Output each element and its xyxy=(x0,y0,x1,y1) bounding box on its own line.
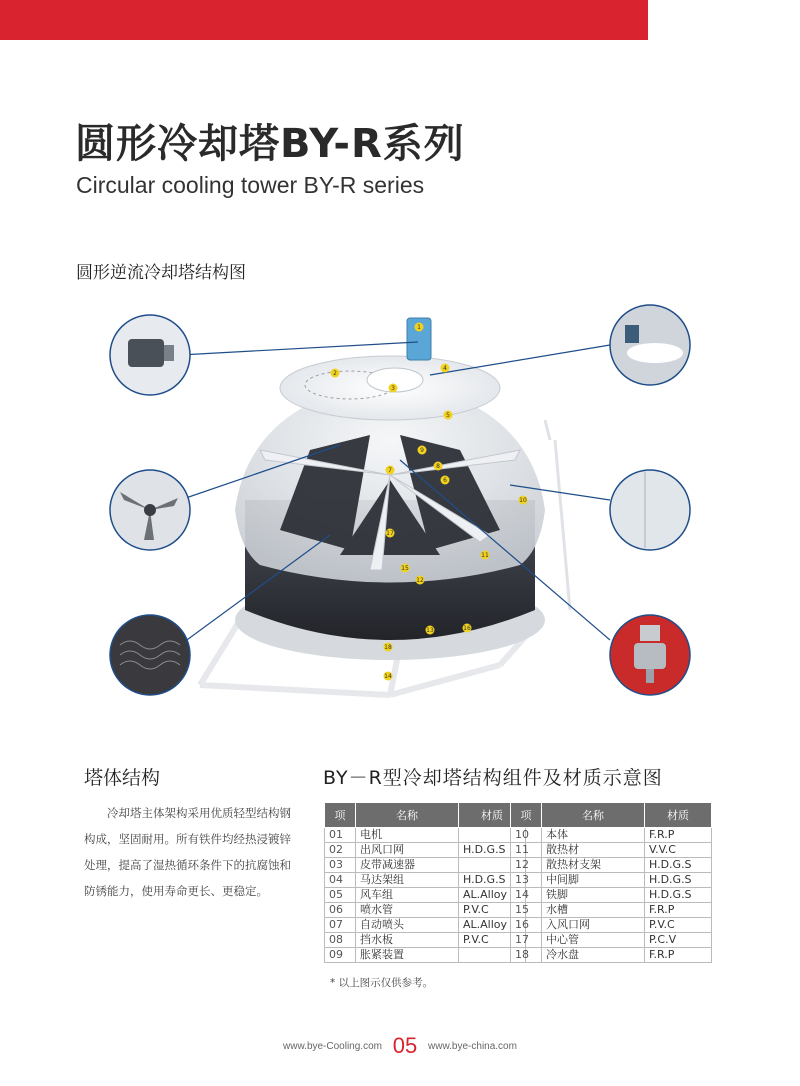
top-accent-bar xyxy=(0,0,648,40)
cell-name: 散热材 xyxy=(542,843,645,858)
cell-material: F.R.P xyxy=(645,948,712,963)
cell-no: 05 xyxy=(325,888,356,903)
cell-material: F.R.P xyxy=(645,828,712,843)
part-marker xyxy=(386,466,395,475)
table-note: * 以上图示仅供参考。 xyxy=(330,977,434,989)
cell-no: 13 xyxy=(511,873,542,888)
marker-label: 9 xyxy=(420,447,424,454)
cell-no: 08 xyxy=(325,933,356,948)
table-row xyxy=(325,948,526,963)
detail-motor xyxy=(110,315,190,395)
cell-no: 03 xyxy=(325,858,356,873)
table-row xyxy=(511,948,712,963)
cell-name: 铁脚 xyxy=(542,888,645,903)
cell-name: 马达架组 xyxy=(356,873,459,888)
marker-label: 18 xyxy=(384,644,392,651)
cell-name: 本体 xyxy=(542,828,645,843)
cell-material: H.D.G.S xyxy=(645,858,712,873)
cell-no: 02 xyxy=(325,843,356,858)
part-marker xyxy=(384,672,393,681)
cell-no: 04 xyxy=(325,873,356,888)
detail-fill xyxy=(110,615,190,695)
part-marker xyxy=(463,624,472,633)
marker-label: 1 xyxy=(417,324,421,331)
table-row xyxy=(511,858,712,873)
diagram-title: 圆形逆流冷却塔结构图 xyxy=(76,263,246,283)
col-name: 名称 xyxy=(356,803,459,828)
marker-label: 13 xyxy=(426,627,434,634)
cell-material: H.D.G.S xyxy=(645,888,712,903)
cooling-tower-diagram xyxy=(100,300,700,720)
footer-left-url[interactable]: www.bye-Cooling.com xyxy=(283,1041,382,1052)
part-marker xyxy=(416,576,425,585)
footer-right-url[interactable]: www.bye-china.com xyxy=(428,1041,517,1052)
cell-no: 06 xyxy=(325,903,356,918)
page-number: 05 xyxy=(392,1033,418,1058)
part-marker xyxy=(389,384,398,393)
cell-material: H.D.G.S xyxy=(459,873,526,888)
part-marker xyxy=(481,551,490,560)
cell-material: H.D.G.S xyxy=(645,873,712,888)
cell-name: 中心管 xyxy=(542,933,645,948)
part-marker xyxy=(331,369,340,378)
marker-label: 12 xyxy=(416,577,424,584)
cell-material: AL.Alloy xyxy=(459,918,526,933)
cell-no: 16 xyxy=(511,918,542,933)
structure-heading: 塔体结构 xyxy=(84,767,161,789)
table-row xyxy=(511,903,712,918)
cell-material: P.V.C xyxy=(645,918,712,933)
part-marker xyxy=(519,496,528,505)
cell-name: 挡水板 xyxy=(356,933,459,948)
table-row xyxy=(325,933,526,948)
marker-label: 14 xyxy=(384,673,392,680)
cell-name: 喷水管 xyxy=(356,903,459,918)
cell-no: 15 xyxy=(511,903,542,918)
marker-label: 11 xyxy=(481,552,489,559)
table-row xyxy=(511,843,712,858)
part-marker xyxy=(434,462,443,471)
cell-name: 自动喷头 xyxy=(356,918,459,933)
detail-deck xyxy=(610,305,690,385)
cell-material: P.V.C xyxy=(459,903,526,918)
page-subtitle: Circular cooling tower BY-R series xyxy=(76,172,425,198)
page-title: 圆形冷却塔BY-R系列 xyxy=(75,121,465,167)
table-row xyxy=(325,843,526,858)
cell-name: 电机 xyxy=(356,828,459,843)
part-marker xyxy=(386,529,395,538)
footer xyxy=(0,1033,800,1059)
table-row xyxy=(511,918,712,933)
detail-sprinkler xyxy=(610,615,690,695)
table-row xyxy=(511,888,712,903)
cell-name: 中间脚 xyxy=(542,873,645,888)
cell-name: 散热材支架 xyxy=(542,858,645,873)
cell-name: 出风口网 xyxy=(356,843,459,858)
table-row xyxy=(511,933,712,948)
components-table-left xyxy=(324,802,526,963)
cell-no: 09 xyxy=(325,948,356,963)
table-row xyxy=(325,888,526,903)
cell-no: 14 xyxy=(511,888,542,903)
cell-name: 皮带减速器 xyxy=(356,858,459,873)
cell-name: 风车组 xyxy=(356,888,459,903)
col-no: 项 xyxy=(325,803,356,828)
cell-no: 18 xyxy=(511,948,542,963)
cell-material: V.V.C xyxy=(645,843,712,858)
cell-name: 冷水盘 xyxy=(542,948,645,963)
col-no: 项 xyxy=(511,803,542,828)
marker-label: 3 xyxy=(391,385,395,392)
part-marker xyxy=(401,564,410,573)
cell-material: H.D.G.S xyxy=(459,843,526,858)
components-heading: BY－R型冷却塔结构组件及材质示意图 xyxy=(323,767,663,789)
cell-no: 07 xyxy=(325,918,356,933)
col-material: 材质 xyxy=(459,803,526,828)
part-marker xyxy=(441,476,450,485)
marker-label: 5 xyxy=(446,412,450,419)
part-marker xyxy=(444,411,453,420)
col-material: 材质 xyxy=(645,803,712,828)
table-row xyxy=(325,828,526,843)
components-table-right xyxy=(510,802,712,963)
structure-description: 冷却塔主体架构采用优质轻型结构钢构成，坚固耐用。所有铁件均经热浸镀锌处理，提高了湿热循环条件下的抗腐蚀和防锈能力，使用寿命更长、更稳定。 xyxy=(84,806,291,898)
cell-name: 入风口网 xyxy=(542,918,645,933)
detail-shell xyxy=(610,470,690,550)
table-row xyxy=(325,903,526,918)
col-name: 名称 xyxy=(542,803,645,828)
cell-name: 胀紧装置 xyxy=(356,948,459,963)
cell-no: 11 xyxy=(511,843,542,858)
marker-label: 10 xyxy=(519,497,527,504)
marker-label: 6 xyxy=(443,477,447,484)
cell-no: 01 xyxy=(325,828,356,843)
marker-label: 2 xyxy=(333,370,337,377)
cell-no: 10 xyxy=(511,828,542,843)
part-marker xyxy=(418,446,427,455)
cell-material: P.C.V xyxy=(645,933,712,948)
marker-label: 16 xyxy=(463,625,471,632)
table-row xyxy=(325,873,526,888)
detail-fan xyxy=(110,470,190,550)
part-marker xyxy=(426,626,435,635)
marker-label: 7 xyxy=(388,467,392,474)
ladder xyxy=(545,420,570,610)
cell-name: 水槽 xyxy=(542,903,645,918)
marker-label: 15 xyxy=(401,565,409,572)
marker-label: 17 xyxy=(386,530,394,537)
marker-label: 4 xyxy=(443,365,447,372)
part-marker xyxy=(441,364,450,373)
cell-material: F.R.P xyxy=(645,903,712,918)
part-marker xyxy=(415,323,424,332)
part-marker xyxy=(384,643,393,652)
cell-material: AL.Alloy xyxy=(459,888,526,903)
cell-material: P.V.C xyxy=(459,933,526,948)
cell-no: 17 xyxy=(511,933,542,948)
cell-no: 12 xyxy=(511,858,542,873)
table-row xyxy=(325,858,526,873)
marker-label: 8 xyxy=(436,463,440,470)
table-row xyxy=(511,828,712,843)
table-row xyxy=(511,873,712,888)
table-row xyxy=(325,918,526,933)
